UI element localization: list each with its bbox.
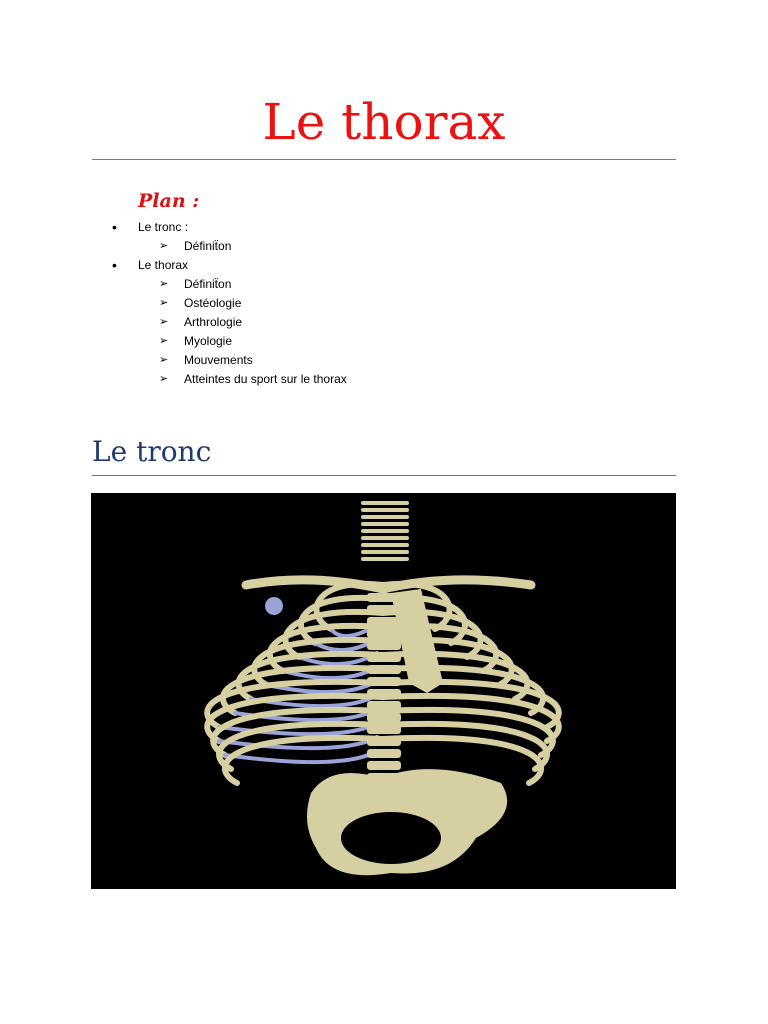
section-heading: Le tronc xyxy=(92,435,212,468)
plan-subitem-label: Définiẗon xyxy=(184,277,232,291)
arrowhead-icon: ➢ xyxy=(159,335,169,347)
plan-subitem xyxy=(0,332,768,351)
plan-item-label: Le thorax xyxy=(138,258,189,272)
plan-item-tronc xyxy=(0,218,768,237)
vertebra xyxy=(367,737,401,746)
costal-cartilage-left xyxy=(225,751,377,762)
arrowhead-icon: ➢ xyxy=(159,316,169,328)
plan-subitem xyxy=(0,351,768,370)
plan-subitem-label: Ostéologie xyxy=(184,296,242,310)
vertebra xyxy=(367,653,401,662)
vertebra xyxy=(367,617,401,626)
vertebra xyxy=(367,701,401,710)
cervical-vertebra xyxy=(361,522,409,526)
vertebra xyxy=(367,713,401,722)
pelvic-inlet xyxy=(341,812,441,864)
plan-subitem-label: Définiẗon xyxy=(184,239,232,253)
cervical-vertebra xyxy=(361,508,409,512)
arrowhead-icon: ➢ xyxy=(159,278,169,290)
plan-subitem xyxy=(0,313,768,332)
plan-subitem xyxy=(0,294,768,313)
vertebra xyxy=(367,677,401,686)
arrowhead-icon: ➢ xyxy=(159,373,169,385)
vertebra xyxy=(367,761,401,770)
plan-subitem-label: Atteintes du sport sur le thorax xyxy=(184,372,347,386)
skeleton-illustration xyxy=(91,493,676,889)
plan-subitem xyxy=(0,370,768,389)
arrowhead-icon: ➢ xyxy=(159,240,169,252)
cervical-vertebra xyxy=(361,550,409,554)
vertebra xyxy=(367,749,401,758)
cervical-vertebra xyxy=(361,501,409,505)
vertebra xyxy=(367,665,401,674)
cervical-vertebra xyxy=(361,557,409,561)
cervical-vertebra xyxy=(361,515,409,519)
cervical-vertebra xyxy=(361,536,409,540)
title-divider xyxy=(92,159,676,160)
cervical-vertebra xyxy=(361,543,409,547)
vertebra xyxy=(367,725,401,734)
rib-right xyxy=(383,710,553,755)
thorax-skeleton-image xyxy=(91,493,676,889)
vertebra xyxy=(367,689,401,698)
plan-list xyxy=(0,218,768,389)
plan-item-thorax xyxy=(0,256,768,275)
plan-subitem-label: Myologie xyxy=(184,334,233,348)
plan-subitem-label: Arthrologie xyxy=(184,315,243,329)
cervical-vertebra xyxy=(361,529,409,533)
arrowhead-icon: ➢ xyxy=(159,354,169,366)
rib-right xyxy=(383,724,547,769)
document-title: Le thorax xyxy=(262,93,506,151)
plan-heading: Plan : xyxy=(138,190,200,212)
vertebra xyxy=(367,629,401,638)
clavicle xyxy=(246,580,531,589)
rib-right xyxy=(383,696,559,741)
vertebra xyxy=(367,641,401,650)
plan-item-label: Le tronc : xyxy=(138,220,189,234)
shoulder-joint xyxy=(265,597,283,615)
bullet-dot-icon: • xyxy=(112,257,117,273)
plan-subitem-label: Mouvements xyxy=(184,353,253,367)
bullet-dot-icon: • xyxy=(112,219,117,235)
arrowhead-icon: ➢ xyxy=(159,297,169,309)
plan-subitem xyxy=(0,275,768,294)
section-divider xyxy=(92,475,676,476)
plan-subitem xyxy=(0,237,768,256)
